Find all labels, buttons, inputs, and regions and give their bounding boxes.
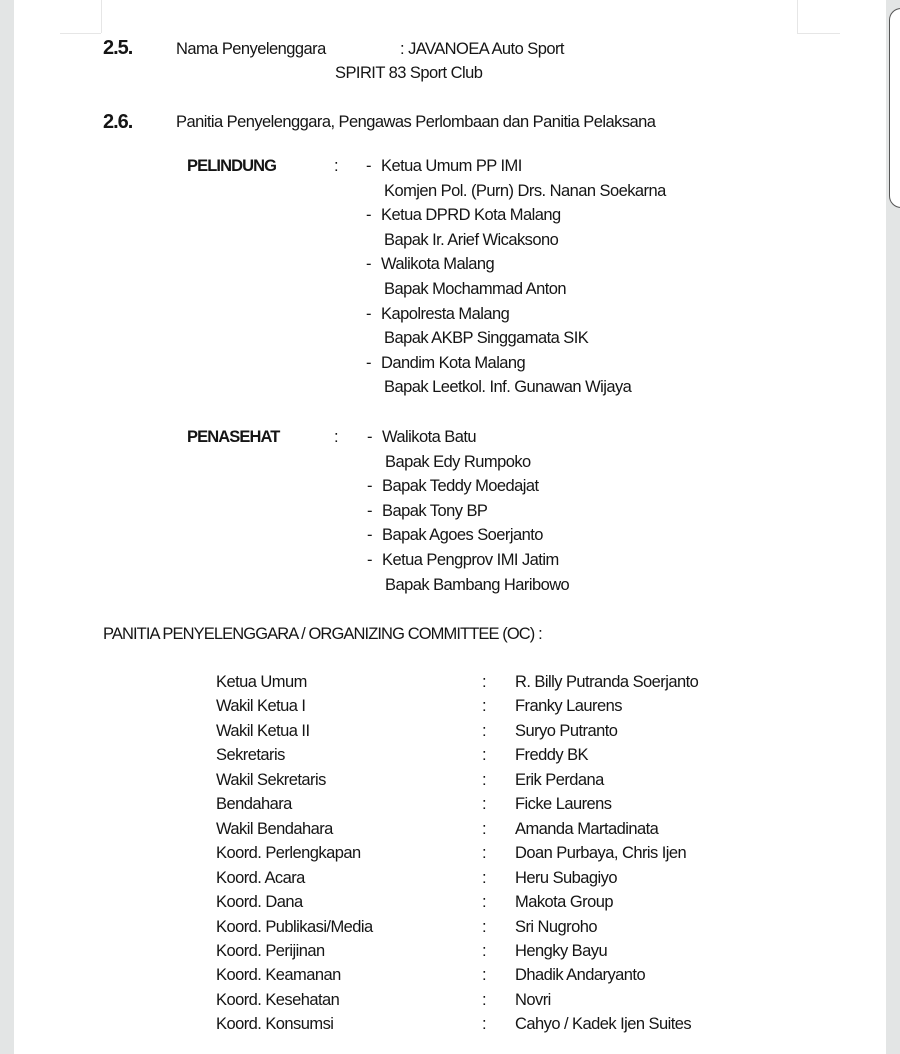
pelindung-item-name: Bapak Ir. Arief Wicaksono — [384, 230, 559, 249]
oc-row-name: Sri Nugroho — [515, 917, 597, 936]
oc-row-colon: : — [482, 990, 487, 1009]
section-2-6-title: Panitia Penyelenggara, Pengawas Perlombaan dan Panitia Pelaksana — [176, 113, 656, 131]
oc-row-colon: : — [482, 844, 487, 863]
oc-row-role: Sekretaris — [216, 746, 285, 765]
penasehat-line-text: Bapak Bambang Haribowo — [385, 575, 570, 594]
oc-row-colon: : — [482, 697, 487, 716]
oc-row-name: Amanda Martadinata — [515, 819, 659, 838]
oc-row-name: Hengky Bayu — [515, 941, 608, 960]
oc-row-role: Koord. Kesehatan — [216, 990, 340, 1009]
oc-row-name: Dhadik Andaryanto — [515, 966, 646, 985]
pelindung-colon: : — [334, 157, 339, 175]
penasehat-line-dash: - — [367, 501, 372, 520]
section-number-2-6: 2.6. — [103, 111, 133, 133]
oc-row-colon: : — [482, 770, 487, 789]
oc-row-role: Koord. Dana — [216, 893, 303, 912]
oc-row-colon: : — [482, 966, 487, 985]
pelindung-item-role: Dandim Kota Malang — [381, 353, 526, 372]
oc-row-name: Cahyo / Kadek Ijen Suites — [515, 1015, 692, 1034]
oc-row-name: Ficke Laurens — [515, 795, 612, 814]
oc-row-role: Bendahara — [216, 795, 292, 814]
oc-row-colon: : — [482, 1015, 487, 1034]
pelindung-item-role: Ketua DPRD Kota Malang — [381, 206, 561, 225]
organizer-name-label: Nama Penyelenggara — [176, 40, 326, 58]
oc-row-name: Erik Perdana — [515, 770, 604, 789]
pelindung-item-name: Bapak Mochammad Anton — [384, 280, 566, 298]
oc-row-name: Freddy BK — [515, 746, 588, 765]
oc-row-role: Koord. Keamanan — [216, 966, 341, 985]
crop-mark-top-left-horizontal — [60, 33, 101, 34]
oc-row-role: Wakil Ketua II — [216, 721, 310, 740]
penasehat-colon: : — [334, 428, 339, 446]
oc-row-name: Franky Laurens — [515, 697, 622, 716]
pelindung-item-dash: - — [366, 157, 371, 175]
oc-row-role: Koord. Perijinan — [216, 941, 325, 960]
oc-row-colon: : — [482, 868, 487, 887]
pelindung-item-dash: - — [366, 206, 371, 225]
oc-row-colon: : — [482, 746, 487, 765]
pelindung-item-role: Kapolresta Malang — [381, 304, 510, 323]
pelindung-item-name: Komjen Pol. (Purn) Drs. Nanan Soekarna — [384, 181, 666, 200]
oc-row-name: Doan Purbaya, Chris Ijen — [515, 844, 687, 863]
oc-row-colon: : — [482, 795, 487, 814]
crop-mark-top-right-horizontal — [797, 33, 840, 34]
oc-row-name: Makota Group — [515, 893, 613, 912]
oc-row-colon: : — [482, 893, 487, 912]
organizing-committee-heading: PANITIA PENYELENGGARA / ORGANIZING COMMITTEE (OC) : — [103, 625, 542, 643]
pelindung-item-role: Ketua Umum PP IMI — [381, 157, 522, 175]
penasehat-line-text: Bapak Edy Rumpoko — [385, 452, 531, 471]
oc-row-name: R. Billy Putranda Soerjanto — [515, 673, 699, 691]
oc-row-colon: : — [482, 941, 487, 960]
penasehat-line-text: Walikota Batu — [382, 428, 477, 446]
pelindung-label: PELINDUNG — [187, 157, 277, 175]
oc-row-role: Koord. Publikasi/Media — [216, 917, 373, 936]
oc-row-role: Koord. Perlengkapan — [216, 844, 361, 863]
oc-row-colon: : — [482, 721, 487, 740]
oc-row-role: Koord. Acara — [216, 868, 305, 887]
penasehat-label: PENASEHAT — [187, 428, 280, 446]
penasehat-line-text: Bapak Teddy Moedajat — [382, 477, 539, 496]
penasehat-line-text: Ketua Pengprov IMI Jatim — [382, 551, 559, 569]
oc-row-name: Heru Subagiyo — [515, 868, 618, 887]
oc-row-role: Wakil Sekretaris — [216, 770, 326, 789]
oc-row-colon: : — [482, 673, 487, 691]
pelindung-item-name: Bapak Leetkol. Inf. Gunawan Wijaya — [384, 378, 632, 397]
penasehat-line-dash: - — [367, 428, 372, 446]
organizer-name-value-line2: SPIRIT 83 Sport Club — [335, 64, 483, 82]
oc-row-role: Wakil Bendahara — [216, 819, 333, 838]
organizer-name-value: : JAVANOEA Auto Sport — [400, 40, 564, 58]
oc-row-name: Suryo Putranto — [515, 721, 618, 740]
crop-mark-top-left-vertical — [101, 0, 102, 33]
crop-mark-top-right-vertical — [797, 0, 798, 33]
oc-row-role: Koord. Konsumsi — [216, 1015, 334, 1034]
oc-row-role: Ketua Umum — [216, 673, 307, 691]
oc-row-colon: : — [482, 917, 487, 936]
pelindung-item-dash: - — [366, 304, 371, 323]
penasehat-line-text: Bapak Agoes Soerjanto — [382, 526, 543, 545]
section-number-2-5: 2.5. — [103, 37, 133, 59]
penasehat-line-dash: - — [367, 477, 372, 496]
oc-row-role: Wakil Ketua I — [216, 697, 306, 716]
pelindung-item-role: Walikota Malang — [381, 255, 495, 274]
penasehat-line-text: Bapak Tony BP — [382, 501, 488, 520]
penasehat-line-dash: - — [367, 526, 372, 545]
oc-row-colon: : — [482, 819, 487, 838]
pelindung-item-dash: - — [366, 353, 371, 372]
pelindung-item-dash: - — [366, 255, 371, 274]
penasehat-line-dash: - — [367, 551, 372, 569]
scrollbar-handle[interactable] — [889, 8, 900, 208]
pelindung-item-name: Bapak AKBP Singgamata SIK — [384, 329, 589, 348]
oc-row-name: Novri — [515, 990, 551, 1009]
